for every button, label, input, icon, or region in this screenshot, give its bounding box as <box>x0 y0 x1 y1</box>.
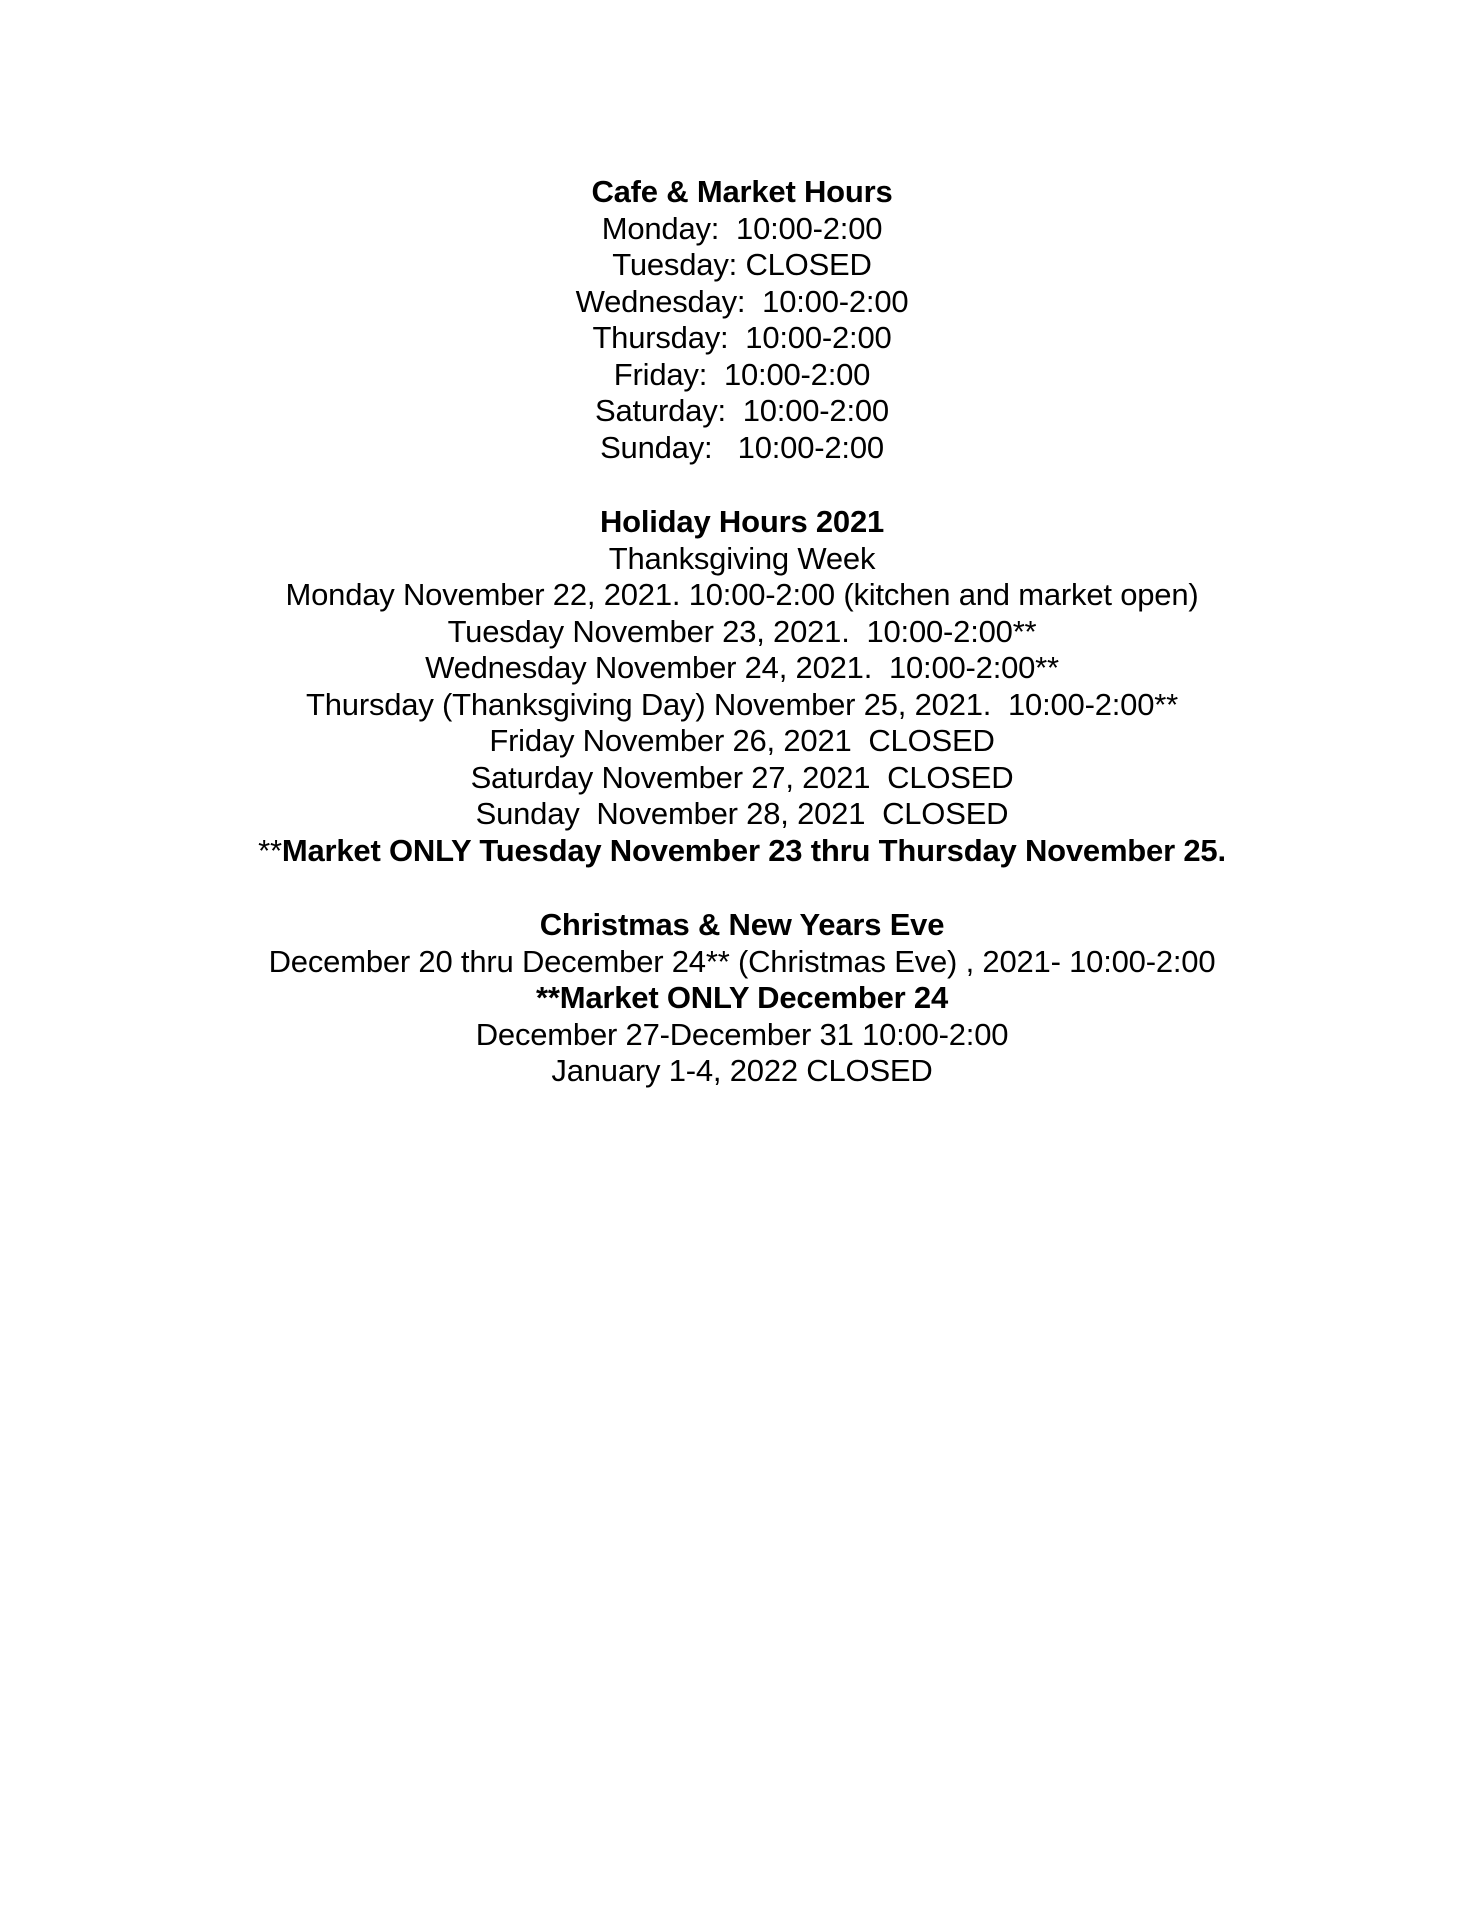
hours-line-thursday: Thursday: 10:00-2:00 <box>592 320 892 355</box>
christmas-market-note: **Market ONLY December 24 <box>535 980 948 1015</box>
hours-line-tuesday: Tuesday: CLOSED <box>612 247 872 282</box>
holiday-line-nov-26: Friday November 26, 2021 CLOSED <box>489 723 995 758</box>
christmas-line-jan-1-4: January 1-4, 2022 CLOSED <box>551 1053 933 1088</box>
hours-line-monday: Monday: 10:00-2:00 <box>601 210 883 246</box>
thanksgiving-week-label: Thanksgiving Week <box>608 540 876 576</box>
hours-line-wednesday: Wednesday: 10:00-2:00 <box>575 283 909 319</box>
hours-line-sunday: Sunday: 10:00-2:00 <box>600 429 884 465</box>
christmas-heading: Christmas & New Years Eve <box>539 907 945 942</box>
note-text: Market ONLY Tuesday November 23 thru Thursday November 25. <box>281 832 1226 868</box>
hours-line-saturday: Saturday: 10:00-2:00 <box>595 393 889 428</box>
holiday-hours-heading: Holiday Hours 2021 <box>599 504 885 539</box>
hours-content <box>0 174 1484 1090</box>
holiday-line-nov-25: Thursday (Thanksgiving Day) November 25, 2021. 10:00-2:00** <box>306 686 1178 722</box>
section-spacer <box>0 466 1484 504</box>
section-spacer <box>0 869 1484 907</box>
holiday-line-nov-22: Monday November 22, 2021. 10:00-2:00 (kitchen and market open) <box>285 577 1199 612</box>
holiday-line-nov-24: Wednesday November 24, 2021. 10:00-2:00** <box>425 650 1059 685</box>
thanksgiving-market-note <box>0 833 1484 870</box>
hours-line-friday: Friday: 10:00-2:00 <box>613 356 871 392</box>
cafe-hours-heading: Cafe & Market Hours <box>591 174 893 209</box>
note-prefix: ** <box>258 832 282 868</box>
christmas-line-dec-20-24: December 20 thru December 24** (Christmas Eve) , 2021- 10:00-2:00 <box>268 943 1216 979</box>
christmas-line-dec-27-31: December 27-December 31 10:00-2:00 <box>475 1016 1009 1052</box>
holiday-line-nov-28: Sunday November 28, 2021 CLOSED <box>475 796 1009 831</box>
holiday-line-nov-23: Tuesday November 23, 2021. 10:00-2:00** <box>447 613 1037 649</box>
holiday-line-nov-27: Saturday November 27, 2021 CLOSED <box>470 759 1014 795</box>
